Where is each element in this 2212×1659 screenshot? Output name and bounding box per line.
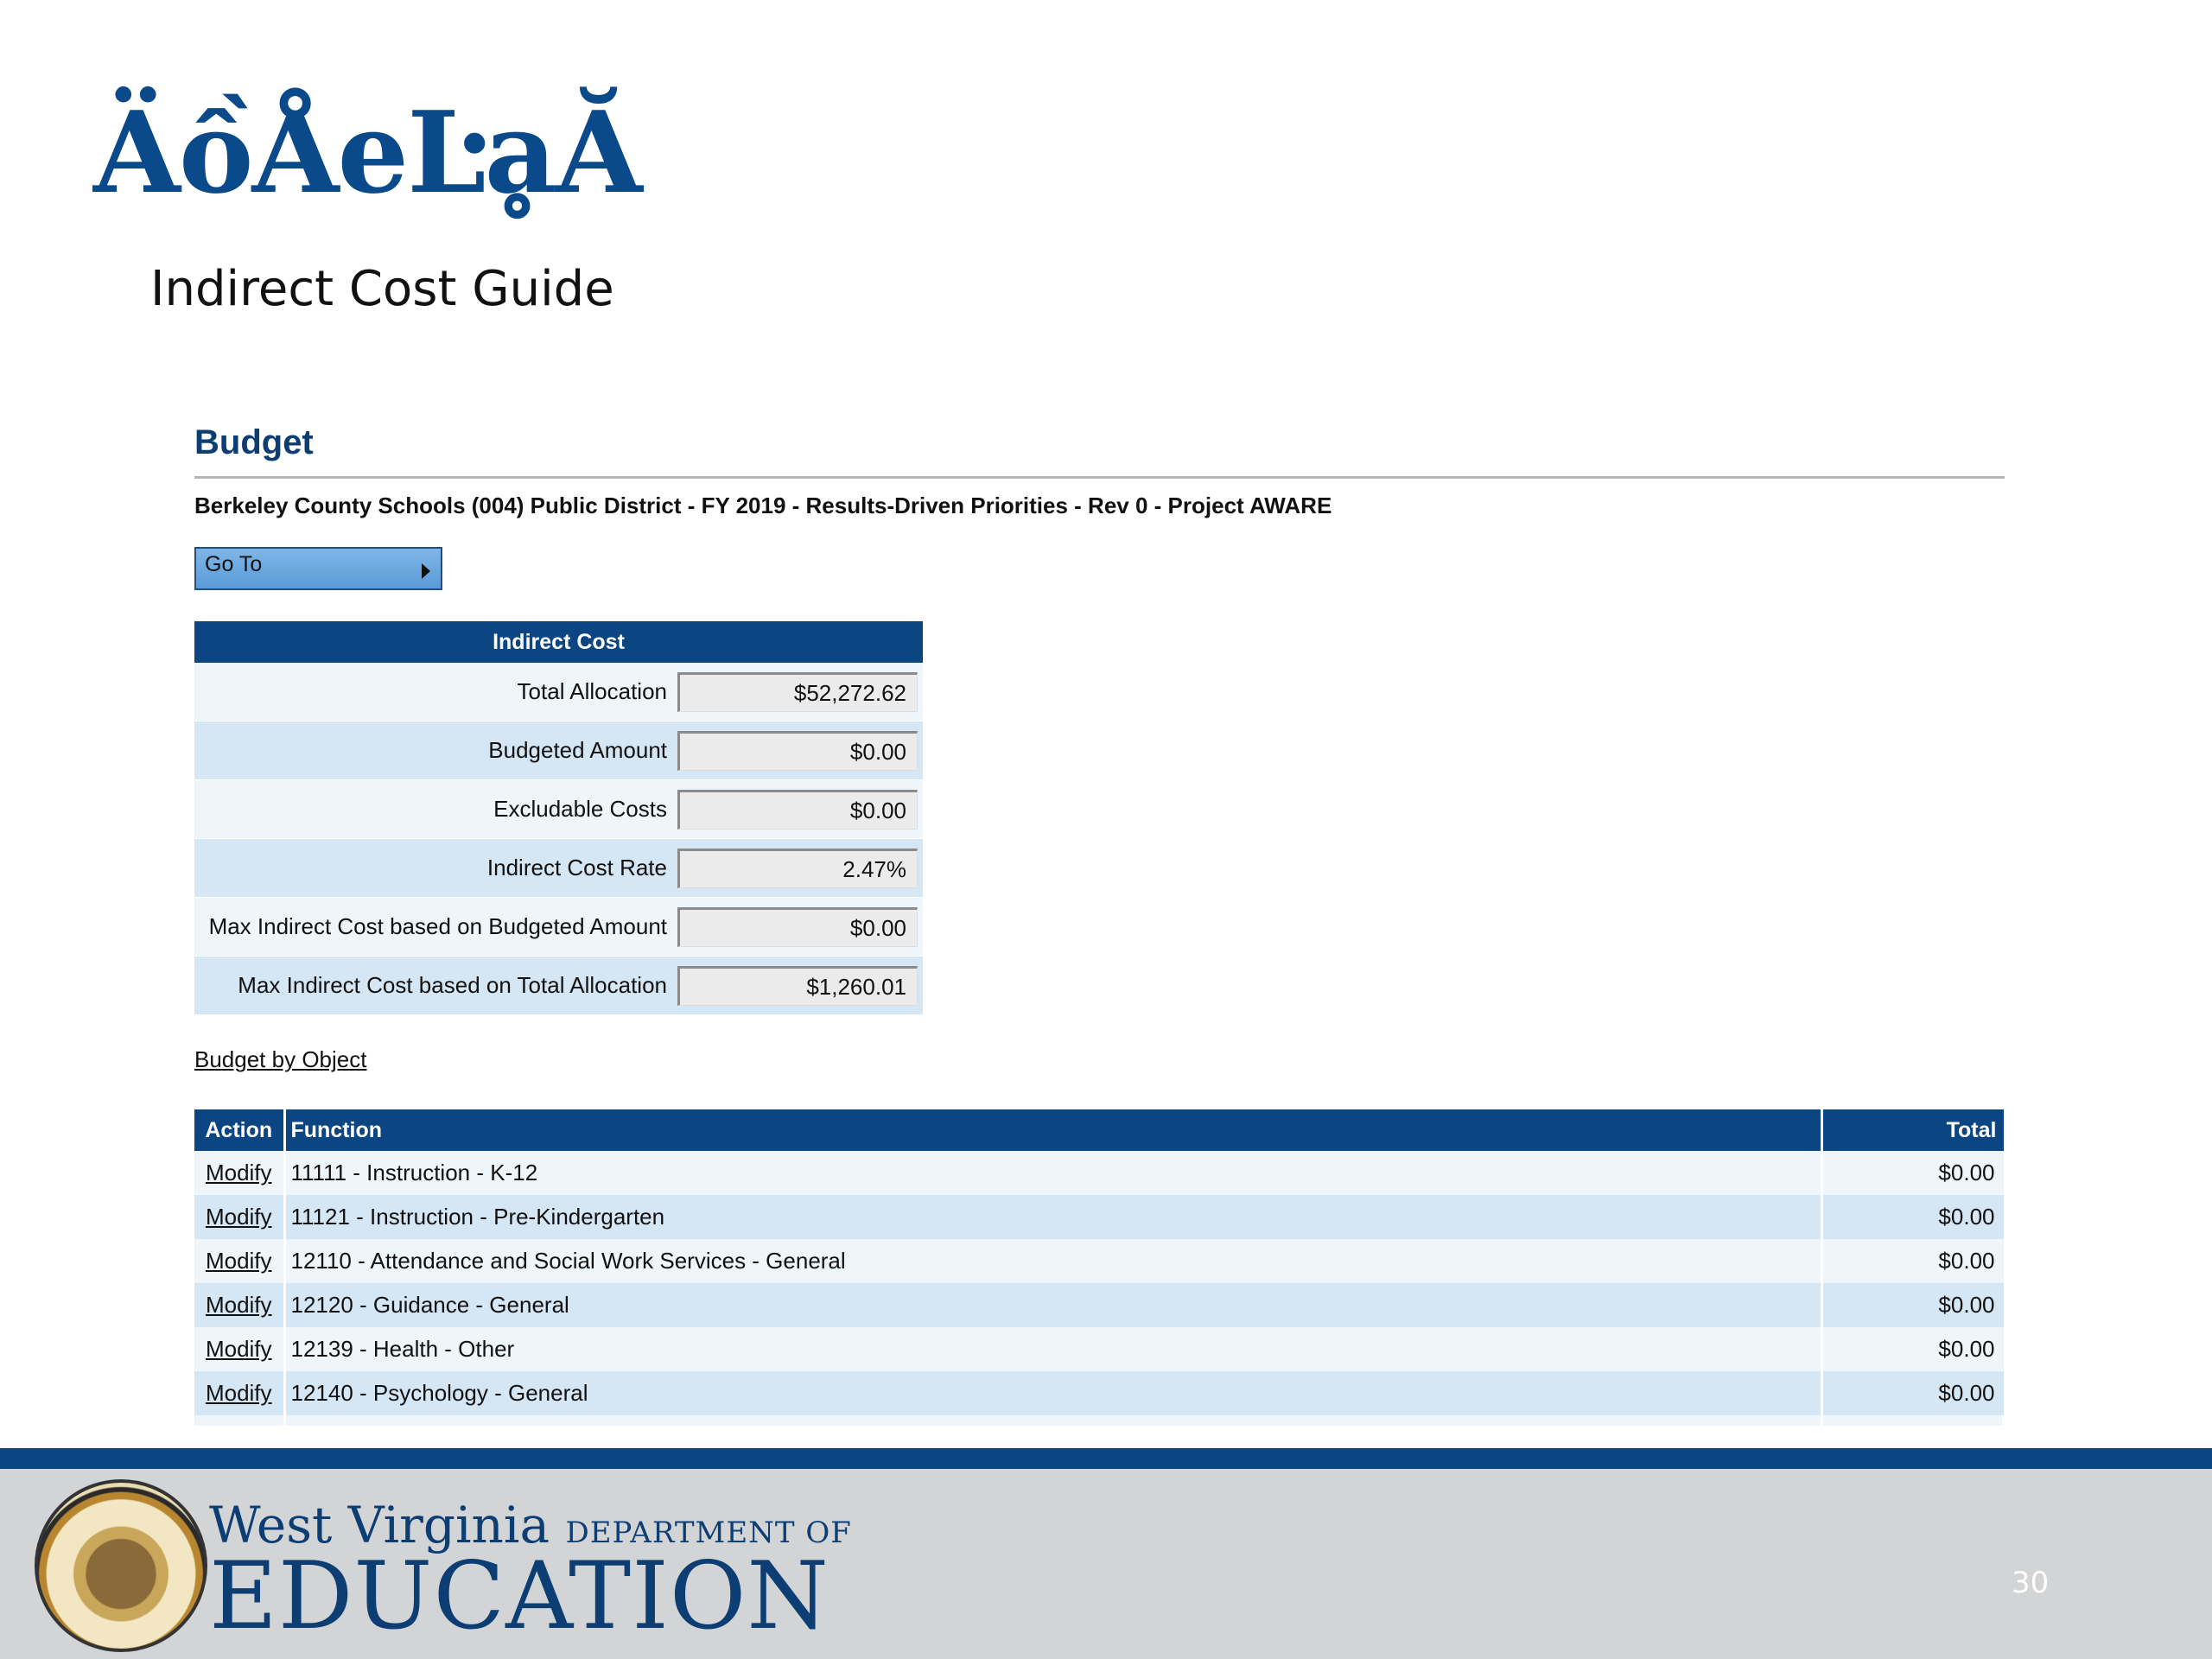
slide-title: ÄồÅeĿḁĂ [93,86,641,219]
function-cell: 12139 - Health - Other [284,1327,1822,1371]
functions-table [194,1109,2005,1426]
ic-label: Excludable Costs [493,796,667,822]
slide-subtitle: Indirect Cost Guide [150,261,614,317]
ic-value-field: $52,272.62 [677,672,918,712]
ic-row-max-allocation [194,957,923,1015]
table-spacer-row [194,1415,2004,1426]
page-heading: Budget [194,423,2005,479]
budget-app [194,423,2005,1426]
header-action: Action [194,1109,284,1151]
total-cell: $0.00 [1822,1151,2004,1195]
modify-link[interactable]: Modify [205,1248,272,1274]
function-cell: 12140 - Psychology - General [284,1371,1822,1415]
context-line: Berkeley County Schools (004) Public District - FY 2019 - Results-Driven Priorities - Rev 0 - Project AWARE [194,493,1332,518]
ic-row-max-budgeted [194,898,923,957]
ic-label: Max Indirect Cost based on Budgeted Amount [208,913,667,939]
ic-label: Budgeted Amount [488,737,667,763]
logo-line1-small: DEPARTMENT OF [565,1516,852,1550]
ic-value-field: $0.00 [677,907,918,947]
function-cell: 12120 - Guidance - General [284,1283,1822,1327]
ic-row-excludable-costs [194,780,923,839]
modify-link[interactable]: Modify [205,1380,272,1406]
modify-link[interactable]: Modify [205,1160,272,1185]
logo-line2: EDUCATION [209,1542,830,1650]
function-cell: 12110 - Attendance and Social Work Services - General [284,1239,1822,1283]
table-row [194,1239,2004,1283]
table-row [194,1371,2004,1415]
wvdoe-logo [209,1496,852,1650]
ic-value-field: $0.00 [677,731,918,771]
modify-link[interactable]: Modify [205,1292,272,1318]
goto-button[interactable] [194,547,442,590]
function-cell: 11111 - Instruction - K-12 [284,1151,1822,1195]
indirect-cost-header: Indirect Cost [194,621,923,663]
page-number: 30 [2012,1566,2050,1600]
state-seal-icon [35,1479,207,1652]
footer [0,1469,2212,1659]
total-cell: $0.00 [1822,1239,2004,1283]
footer-bar [0,1448,2212,1469]
table-row [194,1327,2004,1371]
logo-line1: West Virginia [209,1496,550,1554]
ic-value-field: $1,260.01 [677,966,918,1006]
header-function: Function [284,1109,1822,1151]
ic-label: Total Allocation [517,678,667,704]
indirect-cost-table [194,621,923,1015]
function-cell: 11121 - Instruction - Pre-Kindergarten [284,1195,1822,1239]
table-header-row [194,1109,2004,1151]
table-row [194,1151,2004,1195]
ic-label: Indirect Cost Rate [486,855,667,880]
modify-link[interactable]: Modify [205,1336,272,1362]
total-cell: $0.00 [1822,1195,2004,1239]
total-cell: $0.00 [1822,1283,2004,1327]
ic-value-field: $0.00 [677,790,918,830]
chevron-right-icon [422,563,430,579]
ic-label: Max Indirect Cost based on Total Allocation [238,972,667,998]
modify-link[interactable]: Modify [205,1204,272,1230]
goto-label: Go To [205,552,263,576]
ic-row-indirect-cost-rate [194,839,923,898]
table-row [194,1283,2004,1327]
ic-value-field: 2.47% [677,849,918,888]
header-total: Total [1822,1109,2004,1151]
ic-row-total-allocation [194,663,923,721]
ic-row-budgeted-amount [194,721,923,780]
table-row [194,1195,2004,1239]
budget-by-object-link[interactable]: Budget by Object [194,1046,367,1072]
total-cell: $0.00 [1822,1371,2004,1415]
total-cell: $0.00 [1822,1327,2004,1371]
